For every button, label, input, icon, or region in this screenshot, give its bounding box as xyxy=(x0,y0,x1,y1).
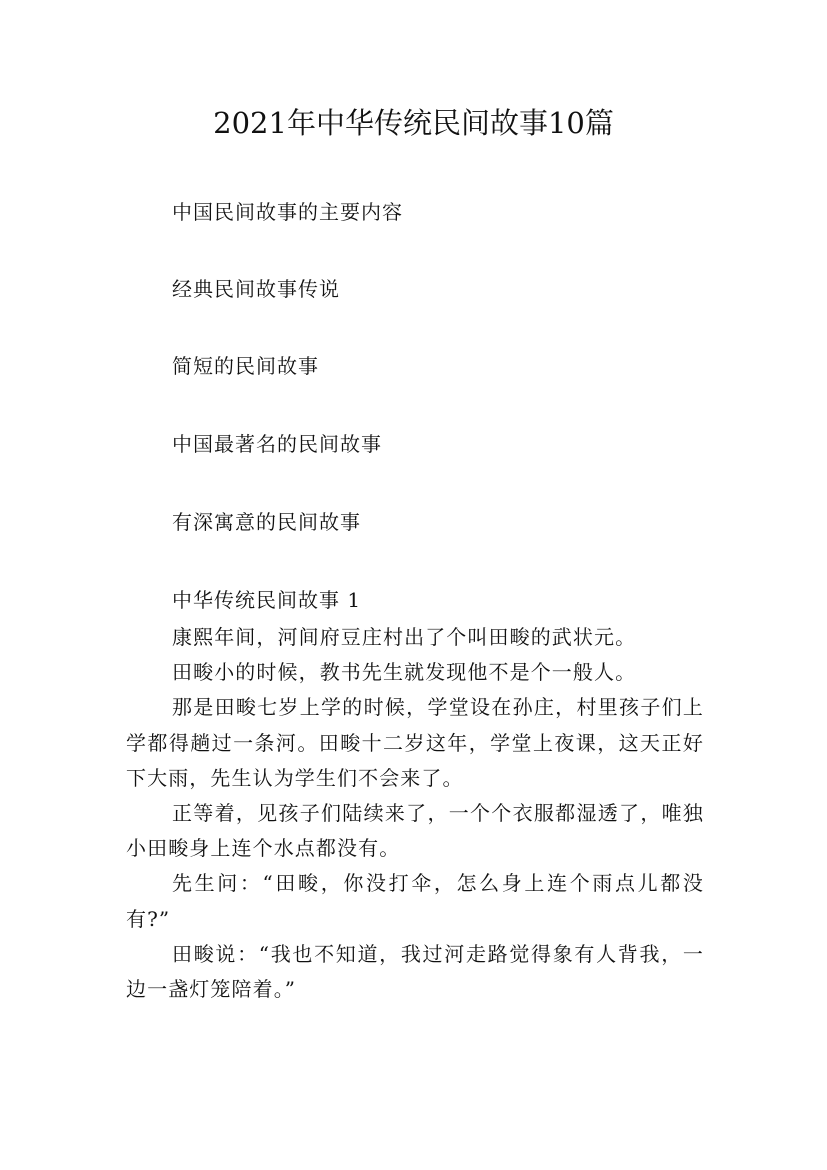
story-paragraph: 先生问：“田畯，你没打伞，怎么身上连个雨点儿都没有?” xyxy=(126,871,704,931)
toc-item-short-stories: 简短的民间故事 xyxy=(172,354,319,378)
toc-item-classic-legends: 经典民间故事传说 xyxy=(172,277,340,301)
story-heading: 中华传统民间故事 1 xyxy=(172,588,362,612)
toc-item-main-content: 中国民间故事的主要内容 xyxy=(172,200,403,224)
story-paragraph: 康熙年间，河间府豆庄村出了个叫田畯的武状元。 xyxy=(172,625,637,649)
story-body xyxy=(126,620,704,1007)
toc-item-most-famous: 中国最著名的民间故事 xyxy=(172,432,382,456)
story-paragraph: 正等着，见孩子们陆续来了，一个个衣服都湿透了，唯独小田畯身上连个水点都没有。 xyxy=(126,801,704,861)
toc-item-deep-meaning: 有深寓意的民间故事 xyxy=(172,510,361,534)
document-title: 2021年中华传统民间故事10篇 xyxy=(213,106,614,140)
story-paragraph: 田畯小的时候，教书先生就发现他不是个一般人。 xyxy=(172,660,637,685)
story-paragraph: 那是田畯七岁上学的时候，学堂设在孙庄，村里孩子们上学都得趟过一条河。田畯十二岁这年，学堂上夜课，这天正好下大雨，先生认为学生们不会来了。 xyxy=(126,695,704,790)
story-paragraph: 田畯说：“我也不知道，我过河走路觉得象有人背我，一边一盏灯笼陪着。” xyxy=(126,941,704,1002)
